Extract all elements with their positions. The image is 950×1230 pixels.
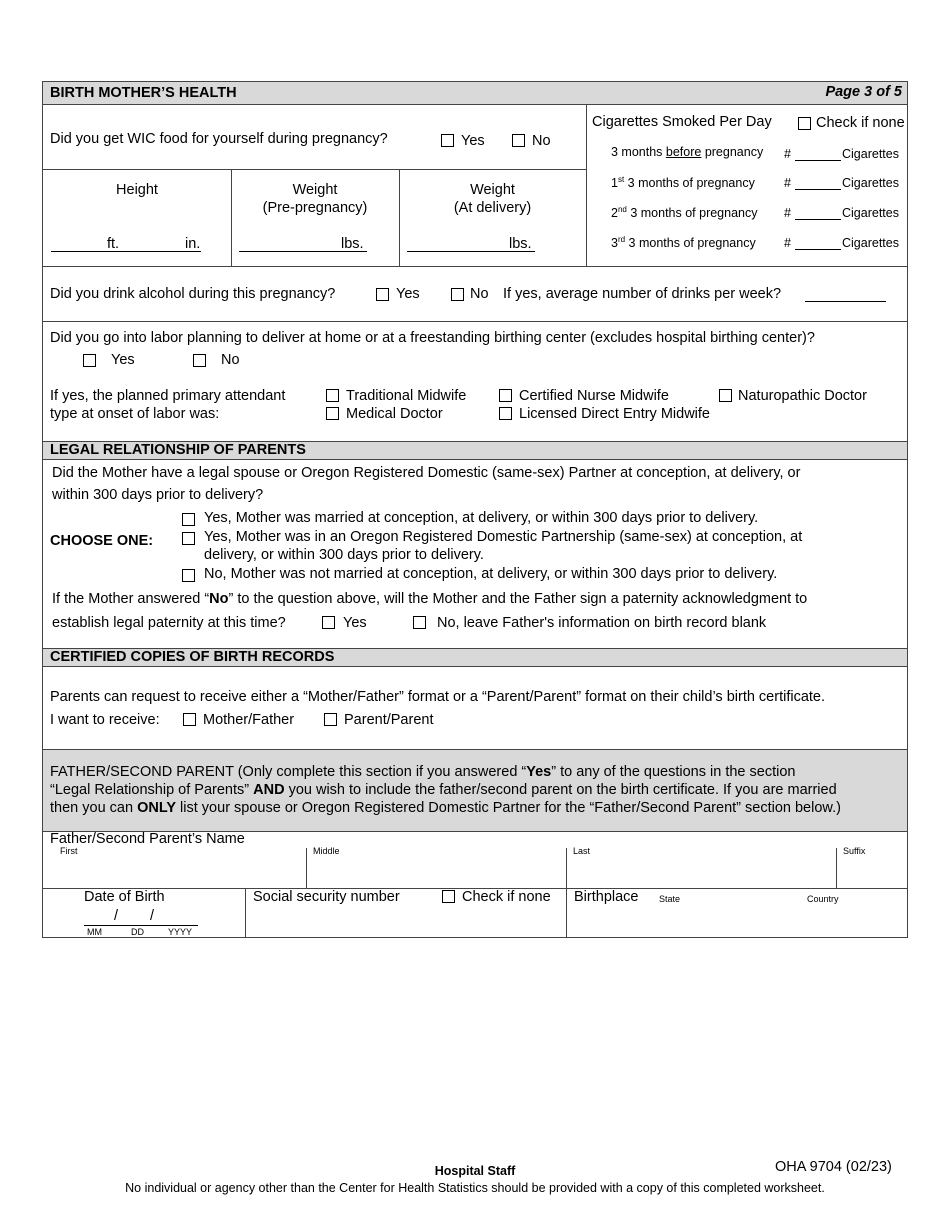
dob-yyyy-label: YYYY xyxy=(168,927,193,937)
section-title-certified: CERTIFIED COPIES OF BIRTH RECORDS xyxy=(50,649,335,665)
father-instructions-3: then you can ONLY list your spouse or Oregon Registered Domestic Partner for the “Father/Second Parent” section below.) xyxy=(50,800,841,816)
attendant-md-checkbox[interactable] xyxy=(326,407,339,420)
drinks-input[interactable] xyxy=(805,301,886,302)
middle-name-label: Middle xyxy=(313,846,340,856)
dob-mm-label: MM xyxy=(87,927,102,937)
legal-partnership-checkbox[interactable] xyxy=(182,532,195,545)
cig-row-label: 3rd 3 months of pregnancy xyxy=(611,235,756,251)
ssn-label: Social security number xyxy=(253,889,400,905)
first-name-label: First xyxy=(60,846,78,856)
height-input[interactable] xyxy=(51,251,201,252)
birthplace-input[interactable] xyxy=(567,908,907,937)
paternity-yes-label: Yes xyxy=(343,615,367,631)
cig-none-checkbox[interactable] xyxy=(798,117,811,130)
legal-question: Did the Mother have a legal spouse or Oregon Registered Domestic (same-sex) Partner at conception, at delivery, or xyxy=(52,465,801,481)
weight-pre-label: Weight xyxy=(292,182,338,198)
weight-del-label: Weight xyxy=(470,182,515,198)
certified-want: I want to receive: xyxy=(50,712,160,728)
birthplace-country-label: Country xyxy=(807,894,839,904)
dob-dd-label: DD xyxy=(131,927,144,937)
cig-row-label: 2nd 3 months of pregnancy xyxy=(611,205,758,221)
paternity-question: If the Mother answered “No” to the question above, will the Mother and the Father sign a paternity acknowledgment to xyxy=(52,591,808,607)
cig-hash: # xyxy=(784,147,791,161)
dob-label: Date of Birth xyxy=(84,889,165,905)
weight-pre-sub: (Pre-pregnancy) xyxy=(262,200,368,216)
cig-input[interactable] xyxy=(795,160,841,161)
father-instructions: FATHER/SECOND PARENT (Only complete this section if you answered “Yes” to any of the questions in the section xyxy=(50,764,796,780)
labor-question: Did you go into labor planning to deliver at home or at a freestanding birthing center (excludes hospital birthing center)? xyxy=(50,330,815,346)
attendant-label-2: type at onset of labor was: xyxy=(50,406,220,422)
paternity-question-2: establish legal paternity at this time? xyxy=(52,615,286,631)
lbs-del-label: lbs. xyxy=(509,236,532,252)
format-parent-parent-checkbox[interactable] xyxy=(324,713,337,726)
first-name-input[interactable] xyxy=(43,848,306,888)
section-title-health: BIRTH MOTHER’S HEALTH xyxy=(50,85,237,101)
cig-unit: Cigarettes xyxy=(842,206,899,220)
attendant-cnm-checkbox[interactable] xyxy=(499,389,512,402)
alcohol-no-checkbox[interactable] xyxy=(451,288,464,301)
weight-del-sub: (At delivery) xyxy=(453,200,532,216)
attendant-md-label: Medical Doctor xyxy=(346,406,443,422)
legal-partnership-label: Yes, Mother was in an Oregon Registered Domestic Partnership (same-sex) at conception, at xyxy=(204,529,803,545)
ft-label: ft. xyxy=(107,236,120,252)
alcohol-question: Did you drink alcohol during this pregnancy? xyxy=(50,286,336,302)
cig-unit: Cigarettes xyxy=(842,236,899,250)
cig-title: Cigarettes Smoked Per Day xyxy=(592,114,772,130)
confidentiality-notice: No individual or agency other than the Center for Health Statistics should be provided with a copy of this completed worksheet. xyxy=(125,1181,825,1195)
wic-yes-label: Yes xyxy=(461,133,485,149)
labor-yes-label: Yes xyxy=(111,352,135,368)
dob-slash: / xyxy=(114,908,119,924)
form-id: OHA 9704 (02/23) xyxy=(775,1159,892,1175)
labor-no-label: No xyxy=(221,352,240,368)
cig-hash: # xyxy=(784,176,791,190)
ssn-none-checkbox[interactable] xyxy=(442,890,455,903)
middle-name-input[interactable] xyxy=(307,848,566,888)
cig-unit: Cigarettes xyxy=(842,147,899,161)
format-parent-parent-label: Parent/Parent xyxy=(344,712,434,728)
cig-none-label: Check if none xyxy=(816,115,905,131)
alcohol-no-label: No xyxy=(470,286,489,302)
paternity-yes-checkbox[interactable] xyxy=(322,616,335,629)
last-name-input[interactable] xyxy=(567,848,836,888)
labor-yes-checkbox[interactable] xyxy=(83,354,96,367)
paternity-no-checkbox[interactable] xyxy=(413,616,426,629)
page-number: Page 3 of 5 xyxy=(825,84,902,100)
attendant-traditional-label: Traditional Midwife xyxy=(346,388,467,404)
father-instructions-2: “Legal Relationship of Parents” AND you wish to include the father/second parent on the birth certificate. If you are married xyxy=(50,782,837,798)
format-mother-father-label: Mother/Father xyxy=(203,712,295,728)
attendant-label: If yes, the planned primary attendant xyxy=(50,388,286,404)
dob-input[interactable] xyxy=(84,925,198,926)
suffix-input[interactable] xyxy=(837,848,907,888)
in-label: in. xyxy=(185,236,201,252)
legal-not-married-checkbox[interactable] xyxy=(182,569,195,582)
legal-married-checkbox[interactable] xyxy=(182,513,195,526)
cig-hash: # xyxy=(784,236,791,250)
cig-unit: Cigarettes xyxy=(842,176,899,190)
cig-hash: # xyxy=(784,206,791,220)
choose-one-label: CHOOSE ONE: xyxy=(50,533,154,549)
attendant-naturopathic-label: Naturopathic Doctor xyxy=(738,388,867,404)
wic-yes-checkbox[interactable] xyxy=(441,134,454,147)
wic-no-label: No xyxy=(532,133,551,149)
birthplace-label: Birthplace xyxy=(574,889,639,905)
paternity-no-label: No, leave Father's information on birth record blank xyxy=(437,615,767,631)
ssn-none-label: Check if none xyxy=(462,889,551,905)
cig-input[interactable] xyxy=(795,249,841,250)
legal-married-label: Yes, Mother was married at conception, at delivery, or within 300 days prior to delivery. xyxy=(204,510,759,526)
attendant-lde-label: Licensed Direct Entry Midwife xyxy=(519,406,710,422)
alcohol-yes-checkbox[interactable] xyxy=(376,288,389,301)
form-page xyxy=(42,81,908,938)
cig-input[interactable] xyxy=(795,219,841,220)
legal-partnership-label-2: delivery, or within 300 days prior to delivery. xyxy=(204,547,484,563)
height-label: Height xyxy=(116,182,158,198)
labor-no-checkbox[interactable] xyxy=(193,354,206,367)
suffix-label: Suffix xyxy=(843,846,866,856)
alcohol-yes-label: Yes xyxy=(396,286,420,302)
legal-not-married-label: No, Mother was not married at conception, at delivery, or within 300 days prior to delivery. xyxy=(204,566,778,582)
attendant-traditional-checkbox[interactable] xyxy=(326,389,339,402)
format-mother-father-checkbox[interactable] xyxy=(183,713,196,726)
father-name-label: Father/Second Parent’s Name xyxy=(50,831,245,847)
attendant-lde-checkbox[interactable] xyxy=(499,407,512,420)
attendant-cnm-label: Certified Nurse Midwife xyxy=(519,388,669,404)
section-title-legal: LEGAL RELATIONSHIP OF PARENTS xyxy=(50,442,306,458)
cig-input[interactable] xyxy=(795,189,841,190)
ssn-input[interactable] xyxy=(246,908,566,937)
alcohol-followup: If yes, average number of drinks per week? xyxy=(503,286,782,302)
cig-row-label: 1st 3 months of pregnancy xyxy=(611,175,755,191)
dob-slash: / xyxy=(150,908,155,924)
attendant-naturopathic-checkbox[interactable] xyxy=(719,389,732,402)
birthplace-state-label: State xyxy=(659,894,681,904)
certified-text: Parents can request to receive either a “Mother/Father” format or a “Parent/Parent” format on their child’s birth certificate. xyxy=(50,689,826,705)
last-name-label: Last xyxy=(573,846,591,856)
legal-question-2: within 300 days prior to delivery? xyxy=(52,487,264,503)
wic-no-checkbox[interactable] xyxy=(512,134,525,147)
lbs-pre-label: lbs. xyxy=(341,236,364,252)
wic-question: Did you get WIC food for yourself during pregnancy? xyxy=(50,131,388,147)
hospital-staff-label: Hospital Staff xyxy=(434,1164,516,1178)
cig-row-label: 3 months before pregnancy xyxy=(611,145,764,159)
